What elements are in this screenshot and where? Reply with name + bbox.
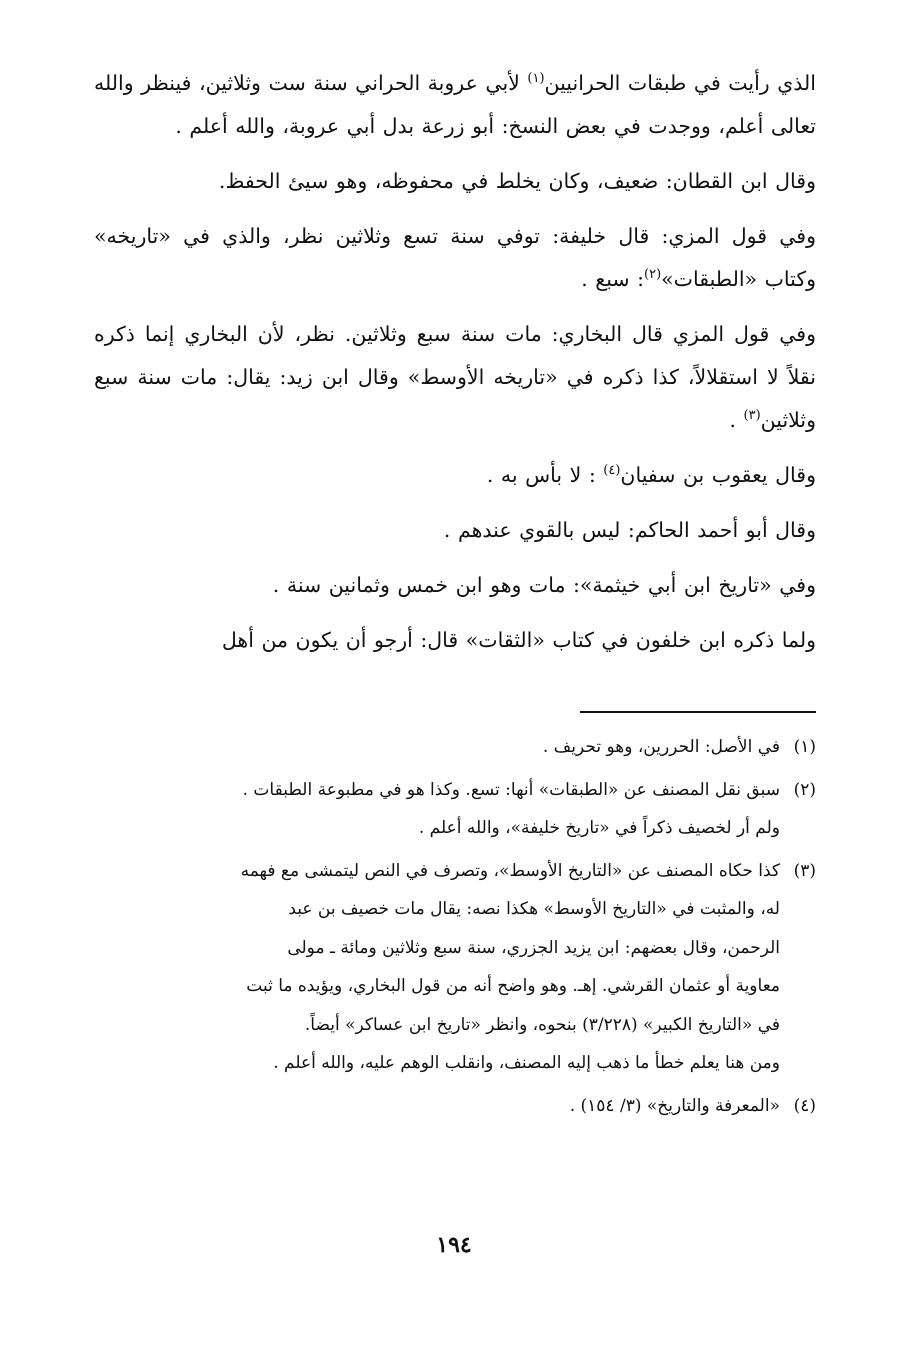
footnote-line: معاوية أو عثمان القرشي. إهـ. وهو واضح أنه من قول البخاري، ويؤيده ما ثبت bbox=[246, 976, 780, 996]
paragraph-text: الذي رأيت في طبقات الحرانيين bbox=[544, 71, 816, 95]
footnote-divider bbox=[580, 711, 816, 713]
footnote-body bbox=[94, 852, 780, 1083]
footnote bbox=[94, 728, 816, 767]
footnote bbox=[94, 852, 816, 1083]
footnote-ref: (٢) bbox=[644, 267, 662, 283]
paragraph-text: ولما ذكره ابن خلفون في كتاب «الثقات» قال: أرجو أن يكون من أهل bbox=[221, 628, 816, 652]
paragraph bbox=[94, 454, 816, 497]
footnote-number: (٢) bbox=[793, 779, 816, 800]
footnote-number: (٣) bbox=[793, 860, 816, 881]
footnote-line: سبق نقل المصنف عن «الطبقات» أنها: تسع. وكذا هو في مطبوعة الطبقات . bbox=[242, 779, 780, 800]
paragraph-text: لأبي عروبة الحراني سنة ست وثلاثين، فينظر والله تعالى أعلم، ووجدت في بعض النسخ: أبو زرعة بدل أبي عروبة، والله أعلم . bbox=[94, 71, 816, 138]
paragraph-text: وقال أبو أحمد الحاكم: ليس بالقوي عندهم . bbox=[443, 518, 816, 542]
footnotes bbox=[94, 728, 816, 1129]
paragraph bbox=[94, 313, 816, 442]
footnote-body bbox=[94, 1087, 780, 1126]
footnote-number: (٤) bbox=[793, 1095, 816, 1116]
footnote-line: له، والمثبت في «التاريخ الأوسط» هكذا نصه: يقال مات خصيف بن عبد bbox=[288, 899, 780, 919]
footnote-line: كذا حكاه المصنف عن «التاريخ الأوسط»، وتصرف في النص ليتمشى مع فهمه bbox=[240, 860, 780, 881]
paragraph-text: وفي قول المزي قال البخاري: مات سنة سبع وثلاثين. نظر، لأن البخاري إنما ذكره نقلاً لا استقلالاً، كذا ذكره في «تاريخه الأوسط» وقال ابن زيد: يقال: مات سنة سبع وثلاثين bbox=[94, 322, 816, 432]
footnote-line: ولم أر لخصيف ذكراً في «تاريخ خليفة»، والله أعلم . bbox=[418, 818, 780, 838]
paragraph bbox=[94, 619, 816, 662]
footnote bbox=[94, 1087, 816, 1126]
paragraph-text: . bbox=[729, 408, 744, 432]
paragraph-text: وقال ابن القطان: ضعيف، وكان يخلط في محفوظه، وهو سيئ الحفظ. bbox=[218, 169, 816, 193]
paragraph bbox=[94, 564, 816, 607]
footnote-body bbox=[94, 771, 780, 848]
footnote-number: (١) bbox=[793, 737, 816, 757]
paragraph-text: وفي قول المزي: قال خليفة: توفي سنة تسع وثلاثين نظر، والذي في «تاريخه» وكتاب «الطبقات» bbox=[94, 224, 816, 291]
paragraph-text: وفي «تاريخ ابن أبي خيثمة»: مات وهو ابن خمس وثمانين سنة . bbox=[272, 573, 816, 597]
footnote-body bbox=[94, 728, 780, 767]
paragraph bbox=[94, 509, 816, 552]
paragraph bbox=[94, 160, 816, 203]
footnote-line: في «التاريخ الكبير» (٣/٢٢٨) بنحوه، وانظر «تاريخ ابن عساكر» أيضاً. bbox=[304, 1014, 780, 1035]
paragraph-text: : لا بأس به . bbox=[486, 463, 604, 487]
footnote-line: ومن هنا يعلم خطأ ما ذهب إليه المصنف، وانقلب الوهم عليه، والله أعلم . bbox=[273, 1053, 780, 1073]
paragraph-text: : سبع . bbox=[581, 267, 644, 291]
footnote-line: الرحمن، وقال بعضهم: ابن يزيد الجزري، سنة سبع وثلاثين ومائة ـ مولى bbox=[287, 937, 780, 958]
paragraph-text: وقال يعقوب بن سفيان bbox=[620, 463, 816, 487]
page-number: ١٩٤ bbox=[436, 1232, 472, 1258]
footnote-ref: (٣) bbox=[743, 408, 761, 424]
footnote-line: في الأصل: الحررين، وهو تحريف . bbox=[542, 737, 780, 757]
footnote-line: «المعرفة والتاريخ» (٣/ ١٥٤) . bbox=[569, 1095, 780, 1116]
footnote bbox=[94, 771, 816, 848]
footnote-ref: (١) bbox=[527, 71, 545, 87]
main-text bbox=[94, 62, 816, 674]
paragraph bbox=[94, 62, 816, 148]
paragraph bbox=[94, 215, 816, 301]
footnote-ref: (٤) bbox=[603, 463, 621, 479]
